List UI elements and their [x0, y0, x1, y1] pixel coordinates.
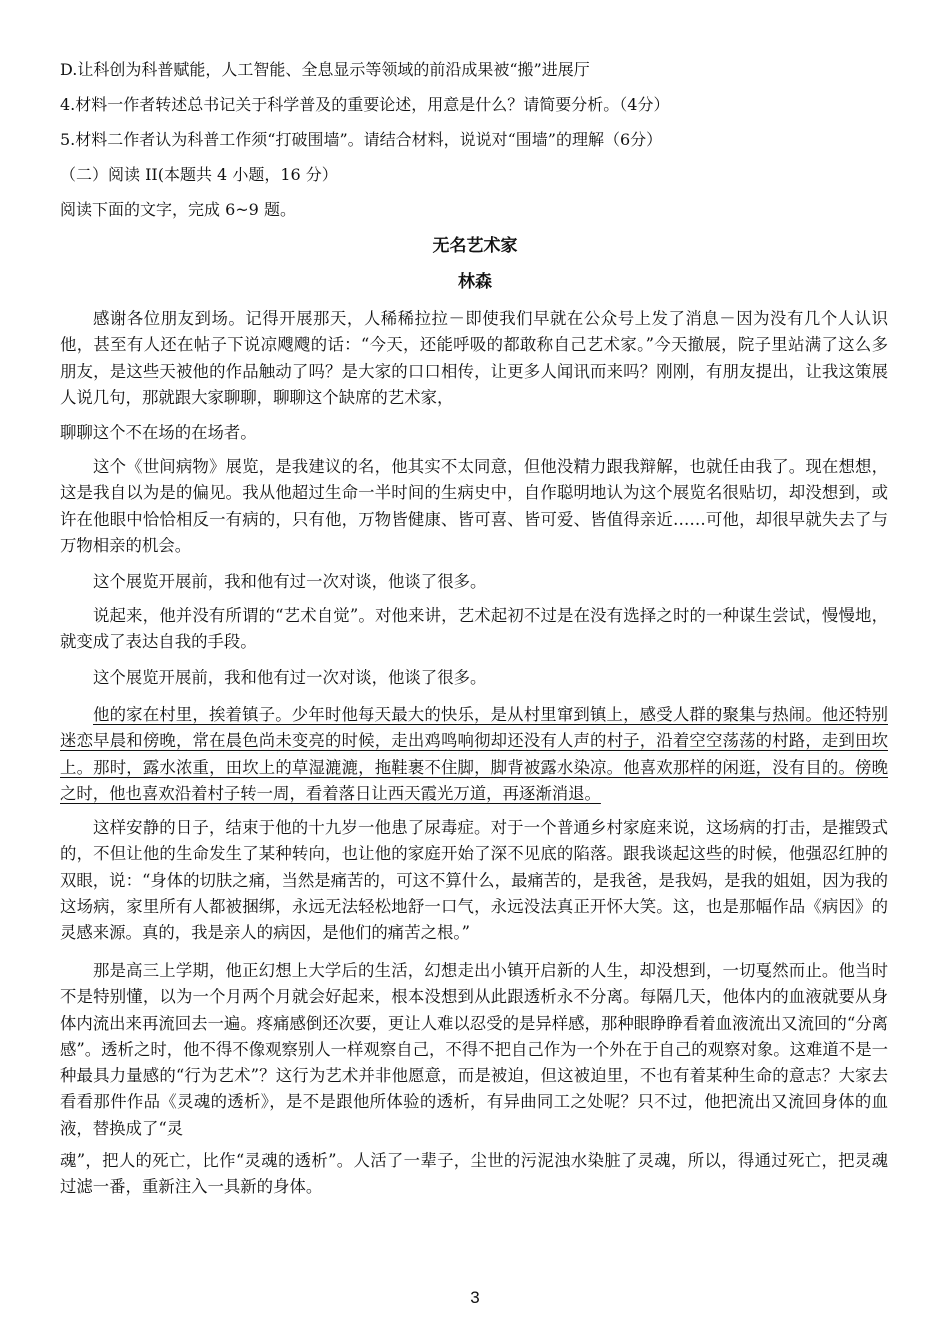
paragraph-3: 这个展览开展前，我和他有过一次对谈，他谈了很多。 — [93, 572, 487, 591]
article-author: 林森 — [458, 272, 492, 292]
paragraph-6-underlined: 他的家在村里，挨着镇子。少年时他每天最大的快乐，是从村里窜到镇上，感受人群的聚集与热闹。他还特别迷恋早晨和傍晚，常在晨色尚未变亮的时候，走出鸡鸣响彻却还没有人声的村子，沿着空空荡荡的村路，走到田坎上。那时，露水浓重，田坎上的草湿漉漉，拖鞋裹不住脚，脚背被露水染凉。他喜欢那样的闲逛，没有目的。傍晚之时，他也喜欢沿着村子转一周，看着落日让西天霞光万道，再逐渐消退。 — [60, 705, 888, 803]
option-d: D.让科创为科普赋能，人工智能、全息显示等领域的前沿成果被“搬”进展厅 — [60, 60, 590, 79]
question-5: 5.材料二作者认为科普工作须“打破围墙”。请结合材料，说说对“围墙”的理解（6分） — [60, 130, 663, 149]
section-instruction: 阅读下面的文字，完成 6~9 题。 — [60, 200, 296, 219]
page-number: 3 — [470, 1288, 480, 1307]
paragraph-8-continued: 魂”，把人的死亡，比作“灵魂的透析”。人活了一辈子，尘世的污泥浊水染脏了灵魂，所以，得通过死亡，把灵魂过滤一番，重新注入一具新的身体。 — [60, 1151, 888, 1197]
paragraph-2: 这个《世间病物》展览，是我建议的名，他其实不太同意，但他没精力跟我辩解，也就任由我了。现在想想，这是我自以为是的偏见。我从他超过生命一半时间的生病史中，自作聪明地认为这个展览名很贴切，却没想到，或许在他眼中恰恰相反一有病的，只有他，万物皆健康、皆可喜、皆可爱、皆值得亲近……可他，却很早就失去了与万物相亲的机会。 — [60, 457, 888, 555]
question-4: 4.材料一作者转述总书记关于科学普及的重要论述，用意是什么？请简要分析。（4分） — [60, 95, 670, 114]
paragraph-4: 说起来，他并没有所谓的“艺术自觉”。对他来讲，艺术起初不过是在没有选择之时的一种谋生尝试，慢慢地，就变成了表达自我的手段。 — [60, 606, 888, 652]
article-title: 无名艺术家 — [432, 236, 518, 256]
section-heading: （二）阅读 II(本题共 4 小题，16 分） — [60, 165, 338, 184]
paragraph-8: 那是高三上学期，他正幻想上大学后的生活，幻想走出小镇开启新的人生，却没想到，一切戛然而止。他当时不是特别懂，以为一个月两个月就会好起来，根本没想到从此跟透析永不分离。每隔几天，他体内的血液就要从身体内流出来再流回去一遍。疼痛感倒还次要，更让人难以忍受的是异样感，那种眼睁睁看着血液流出又流回的“分离感”。透析之时，他不得不像观察别人一样观察自己，不得不把自己作为一个外在于自己的观察对象。这难道不是一种最具力量感的“行为艺术”？这行为艺术并非他愿意，而是被迫，但这被迫里，不也有着某种生命的意志？大家去看看那件作品《灵魂的透析》，是不是跟他所体验的透析，有异曲同工之处呢？只不过，他把流出又流回身体的血液，替换成了“灵 — [60, 961, 888, 1138]
paragraph-7: 这样安静的日子，结束于他的十九岁一他患了尿毒症。对于一个普通乡村家庭来说，这场病的打击，是摧毁式的，不但让他的生命发生了某种转向，也让他的家庭开始了深不见底的陷落。跟我谈起这些的时候，他强忍红肿的双眼，说：“身体的切肤之痛，当然是痛苦的，可这不算什么，最痛苦的，是我爸，是我妈，是我的姐姐，因为我的这场病，家里所有人都被捆绑，永远无法轻松地舒一口气，永远没法真正开怀大笑。这，也是那幅作品《病因》的灵感来源。真的，我是亲人的病因，是他们的痛苦之根。” — [60, 818, 888, 943]
paragraph-5: 这个展览开展前，我和他有过一次对谈，他谈了很多。 — [93, 668, 487, 687]
paragraph-1-continued: 聊聊这个不在场的在场者。 — [60, 423, 257, 442]
paragraph-1: 感谢各位朋友到场。记得开展那天，人稀稀拉拉－即使我们早就在公众号上发了消息－因为没有几个人认识他，甚至有人还在帖子下说凉飕飕的话：“今天，还能呼吸的都敢称自己艺术家。”今天撤展，院子里站满了这么多朋友，是这些天被他的作品触动了吗？是大家的口口相传，让更多人闻讯而来吗？刚刚，有朋友提出，让我这策展人说几句，那就跟大家聊聊，聊聊这个缺席的艺术家， — [60, 309, 888, 407]
